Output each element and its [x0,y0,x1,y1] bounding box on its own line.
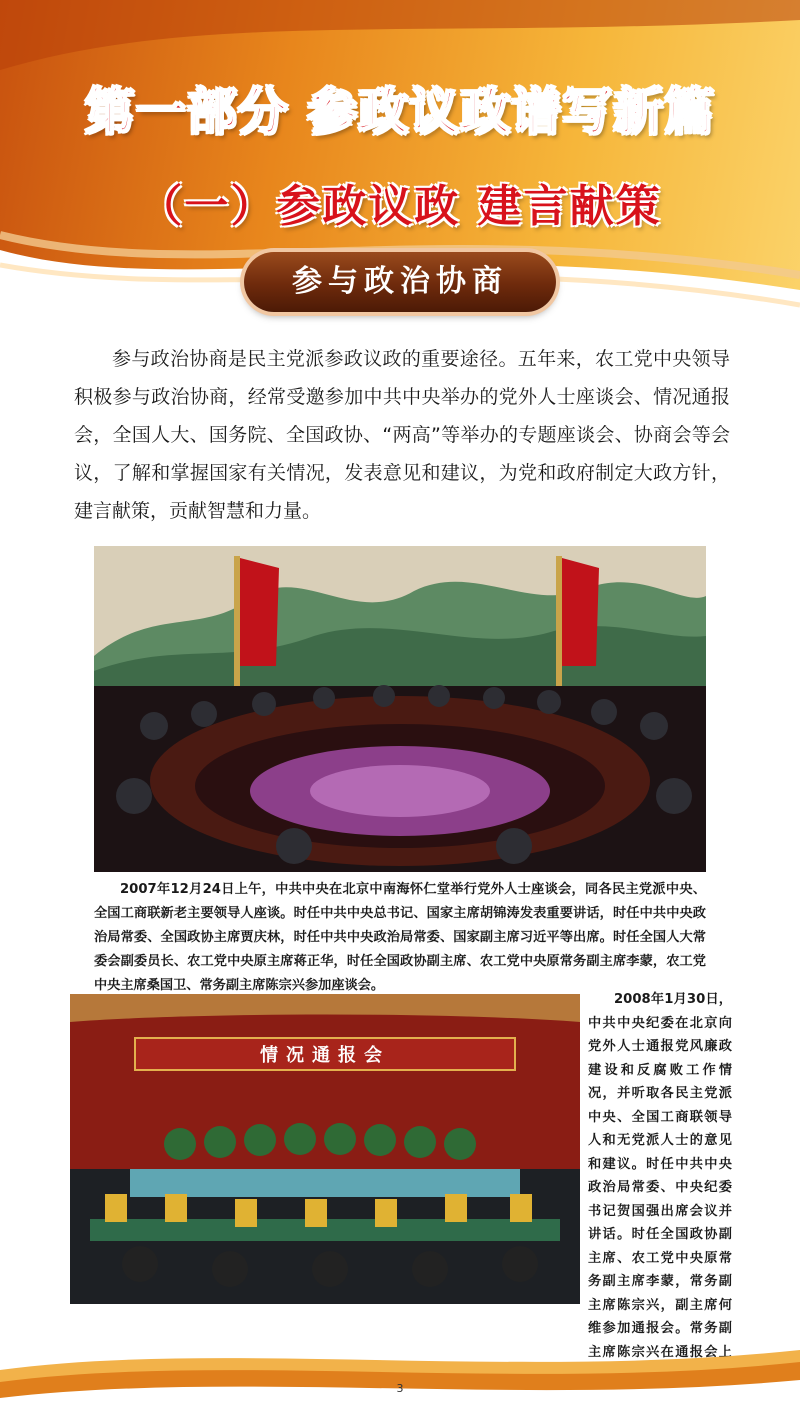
meeting-photo-2-illustration [70,994,580,1304]
photo-1-caption: 2007年12月24日上午，中共中央在北京中南海怀仁堂举行党外人士座谈会，同各民主党派中央、全国工商联新老主要领导人座谈。时任中共中央总书记、国家主席胡锦涛发表重要讲话，时任中共中央政治局常委、全国政协主席贾庆林，时任中共中央政治局常委、国家副主席习近平等出席。时任全国人大常委会副委员长、农工党中央原主席蒋正华，时任全国政协副主席、农工党中央原常务副主席李蒙，农工党中央主席桑国卫、常务副主席陈宗兴参加座谈会。 [94,882,706,993]
page-title: 第一部分 参政议政谱写新篇 [84,83,716,141]
intro-paragraph: 参与政治协商是民主党派参政议政的重要途径。五年来，农工党中央领导积极参与政治协商，经常受邀参加中共中央举办的党外人士座谈会、情况通报会，全国人大、国务院、全国政协、“两高”等举办的专题座谈会、协商会等会议，了解和掌握国家有关情况，发表意见和建议，为党和政府制定大政方针，建言献策，贡献智慧和力量。 [74,348,730,522]
briefing-banner-text: 情况通报会 [260,1045,390,1066]
photo-2-caption: 2008年1月30日，中共中央纪委在北京向党外人士通报党风廉政建设和反腐败工作情况，并听取各民主党派中央、全国工商联领导人和无党派人士的意见和建议。时任中共中央政治局常委、中央纪委书记贺国强出席会议并讲话。时任全国政协副主席、农工党中央原常务副主席李蒙，常务副主席陈宗兴，副主席何维参加通报会。常务副主席陈宗兴在通报会上 [588,992,732,1360]
section-label: 参与政治协商 [244,252,556,312]
footer-wave-decoration [0,1340,800,1422]
meeting-photo-1-illustration [94,546,706,872]
meeting-photo-1 [94,546,706,872]
page-number: 3 [396,1382,404,1395]
meeting-photo-2 [70,994,580,1304]
page-subtitle: （一）参政议政 建言献策 [138,181,662,232]
